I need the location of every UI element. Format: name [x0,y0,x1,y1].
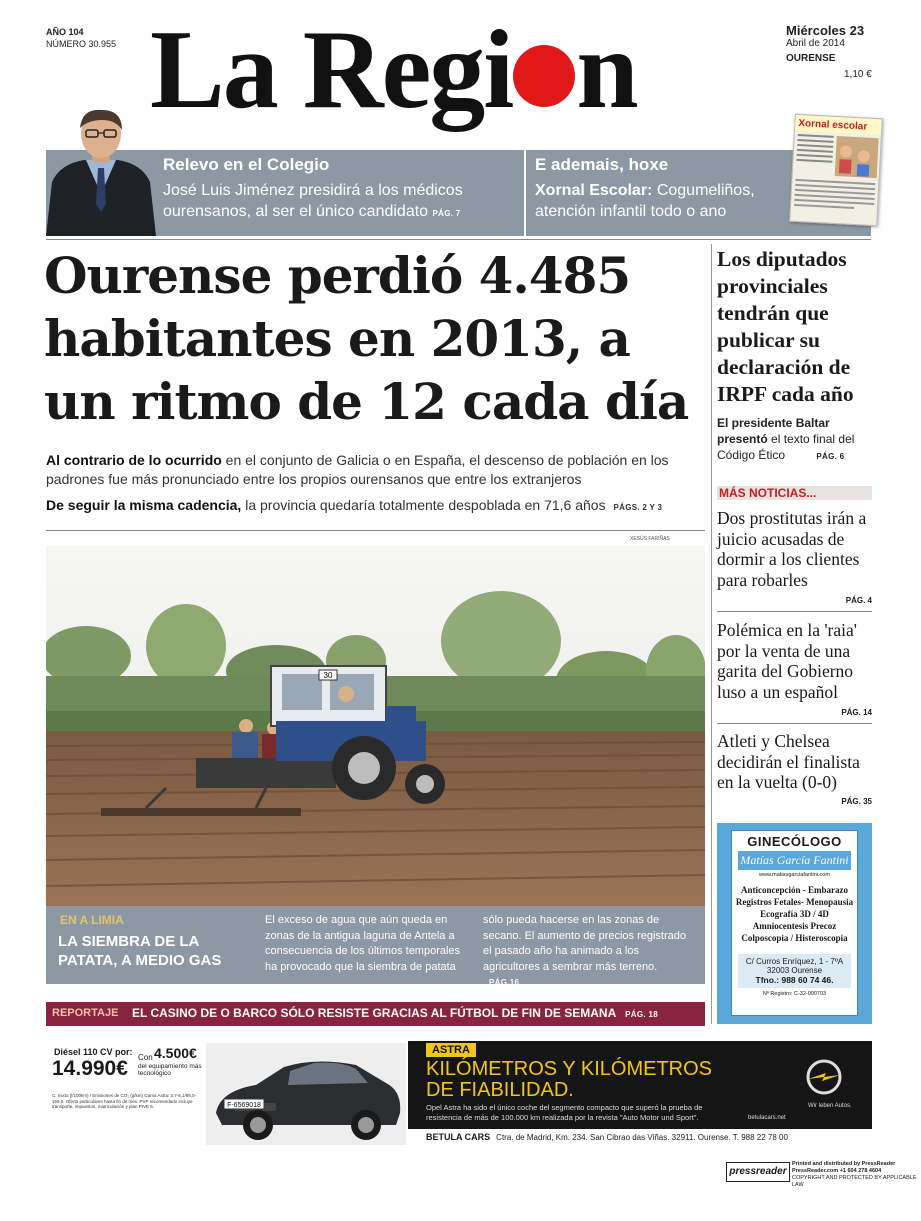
brief-item[interactable]: Polémica en la 'raia' por la venta de una garita del Gobierno luso a un español [717,620,857,702]
car-ad-right [408,1041,872,1129]
tractor-number: 30 [323,671,333,680]
deck1-bold: Al contrario de lo ocurrido [46,452,222,468]
brief-page: PÁG. 35 [841,797,872,806]
caption-column-2 [483,913,695,991]
astra-badge: ASTRA [426,1043,476,1057]
reportaje-text: EL CASINO DE O BARCO SÓLO RESISTE GRACIAS AL FÚTBOL DE FIN DE SEMANA [132,1006,616,1020]
pressreader-logo[interactable]: pressreader [726,1162,790,1182]
pressreader-info [792,1161,917,1189]
main-headline[interactable]: Ourense perdió 4.485 habitantes en 2013, a un ritmo de 12 cada día [44,246,689,431]
sidebar-lead-bold: presentó [717,432,768,446]
brand-tagline: Wir leben Autos. [808,1103,852,1109]
teaser-left-body: José Luis Jiménez presidirá a los médicos ourensanos, al ser el único candidato [163,182,463,220]
deck2-page: PÁGS. 2 Y 3 [613,503,663,512]
issue-price: 1,10 € [844,69,872,80]
xornal-escolar-thumbnail[interactable] [789,114,883,226]
ad-service: Ecografía 3D / 4D [760,909,829,919]
deck2-bold: De seguir la misma cadencia, [46,497,242,513]
teaser-right-body: Cogumeliños, atención infantil todo o ano [535,182,755,220]
ad-service: Registros Fetales- Menopausia [735,897,854,907]
teaser-portrait[interactable] [46,108,156,236]
masthead-meta-right [786,24,878,81]
brief-item[interactable]: Dos prostitutas irán a juicio acusadas de dormir a los clientes para robarles [717,508,867,590]
deck1-text: en el conjunto de Galicia o en España, el descenso de población en los padrones fue más pronunciado entre los propios ourensanos que entre los extranjeros [46,452,669,487]
ad-service: Colposcopia / Histeroscopia [741,933,848,943]
car-copy: Opel Astra ha sido el único coche del segmento compacto que superó la prueba de resistencia de más de 100.000 km realizada por la revista "Auto Motor und Sport". [426,1103,703,1122]
deck-paragraph-2 [46,496,706,517]
logo-text-end: n [576,8,637,132]
car-plate: F-6569018 [227,1102,261,1109]
ad-web: www.matiasgarciafantini.com [759,872,830,878]
masthead-meta-left [46,26,116,50]
dealer-site: betulacars.net [748,1115,786,1121]
issue-number: NÚMERO 30.955 [46,39,117,49]
brief-item[interactable]: Atleti y Chelsea decidirán el finalista en la vuelta (0-0) [717,731,860,792]
caption-title[interactable]: LA SIEMBRA DE LA PATATA, A MEDIO GAS [58,933,222,969]
brief-page: PÁG. 4 [845,596,872,605]
top-rule [46,239,871,240]
car-image [206,1043,406,1145]
more-news-label: MÁS NOTICIAS... [717,486,872,500]
issue-date: Abril de 2014 [786,38,845,49]
doctor-ad-card [731,830,858,1016]
masthead-logo[interactable] [150,8,790,132]
pressreader-line-2: PressReader.com +1 604 278 4604 [792,1168,882,1174]
sidebar-lead-text2: el texto final del Código Ético [717,432,855,462]
tractor-field-image [46,546,705,906]
caption-page: PÁG.16 [489,978,520,987]
deck-rule [46,530,705,531]
caption-column-1: El exceso de agua que aún queda en zonas de la antigua laguna de Antela a consecuencia de los últimos temporales ha provocado que la siembra de patata [265,914,461,973]
logo-red-dot [513,45,575,107]
ad-address: C/ Curros Enríquez, 1 - 7ºA [745,957,844,966]
ad-registry: Nº Registro: C-32-000703 [762,991,827,997]
teaser-right-label: Xornal Escolar: [535,182,653,199]
deck-paragraph-1 [46,451,706,489]
brief-page: PÁG. 14 [841,708,872,717]
dealer-name: BETULA CARS [426,1132,491,1142]
deck2-text: la provincia quedaría totalmente despoblada en 71,6 años [241,497,606,513]
ad-title: GINECÓLOGO [747,834,842,849]
teaser-left-text[interactable] [163,180,519,224]
car-extra-text: del equipamiento más tecnológico [138,1063,202,1077]
sidebar-lead-page: PÁG. 6 [816,452,845,461]
ad-service: Anticoncepción - Embarazo [741,885,848,895]
car-price: 14.990€ [52,1057,128,1080]
sidebar-headline[interactable]: Los diputados provinciales tendrán que publicar su declaración de IRPF cada año [717,247,854,406]
car-slogan: KILÓMETROS Y KILÓMETROS DE FIABILIDAD. [426,1058,712,1101]
ad-name: Matías García Fantini [738,851,851,870]
dealer-line [426,1132,788,1142]
dealer-address: Ctra. de Madrid, Km. 234. San Cibrao das Viñas. 32911. Ourense. T. 988 22 78 00 [496,1133,788,1142]
year-label: AÑO 104 [46,27,84,37]
car-ad-left [46,1041,406,1147]
xornal-thumb-title: Xornal escolar [795,115,882,135]
car-advertisement[interactable] [46,1041,872,1147]
sidebar-lead-text1: El presidente Baltar [717,416,830,430]
ad-phone: Tfno.: 988 60 74 46. [755,975,834,985]
pressreader-line-1: Printed and distributed by PressReader [792,1161,896,1167]
caption-col2-text: sólo pueda hacerse en las zonas de secano. El aumento de precios registrado el pasado año ha animado a los agricultores a sembrar más terreno. [483,914,687,973]
reportaje-page: PÁG. 18 [625,1010,658,1019]
opel-logo-icon [804,1057,844,1097]
issue-city: OURENSE [786,53,836,64]
issue-day: Miércoles 23 [786,23,865,38]
teaser-left-title[interactable]: Relevo en el Colegio [163,155,330,174]
car-extra-value: 4.500€ [154,1045,197,1061]
car-engine: Diésel 110 CV por: [54,1047,133,1057]
sidebar-lead [717,415,877,465]
xornal-thumb-content [790,131,882,225]
main-photo[interactable] [46,546,705,906]
portrait-image [46,108,156,236]
ad-service: Amniocentesis Precoz [752,921,837,931]
car-extra-label: Con [138,1053,153,1062]
logo-text-start: La Regi [150,8,513,132]
reportaje-kicker: REPORTAJE [52,1007,119,1019]
car-fineprint: C. mixto (l/100km) / Emisiones de CO₂ (g/km) Gama Astra: 3,7-6,1/99,0-169,0. Oferta particulares hasta fin de mes. PVP recomendado incluye transporte, impuestos, matriculación y plan PIVE 5. [52,1093,197,1109]
brief-rule [717,723,872,724]
ad-postal: 32003 Ourense [766,966,823,975]
ad-address-block [738,954,851,988]
brief-rule [717,611,872,612]
teaser-divider [524,150,526,236]
teaser-left-page: PÁG. 7 [432,209,461,218]
main-deck [46,451,706,517]
teaser-right-title[interactable]: E ademais, hoxe [535,155,669,174]
pressreader-line-3: COPYRIGHT AND PROTECTED BY APPLICABLE LAW [792,1175,917,1188]
teaser-right-text[interactable] [535,180,785,222]
photo-credit: XESÚS FARIÑAS [630,536,670,542]
reportaje-headline[interactable] [132,1006,658,1020]
caption-kicker: EN A LIMIA [60,913,124,927]
